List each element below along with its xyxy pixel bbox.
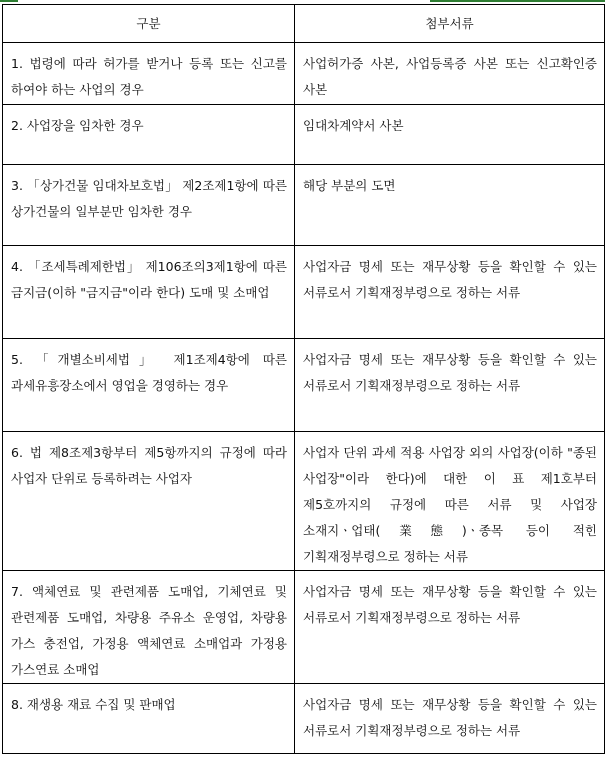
row-documents: 사업자금 명세 또는 재무상황 등을 확인할 수 있는 서류로서 기획재정부령으로 정하는 서류 (295, 246, 605, 339)
row-documents: 사업허가증 사본, 사업등록증 사본 또는 신고확인증 사본 (295, 43, 605, 105)
table-row (3, 432, 605, 571)
row-documents: 사업자금 명세 또는 재무상황 등을 확인할 수 있는 서류로서 기획재정부령으로 정하는 서류 (295, 571, 605, 684)
row-documents: 사업자금 명세 또는 재무상황 등을 확인할 수 있는 서류로서 기획재정부령으로 정하는 서류 (295, 339, 605, 432)
table-row (3, 684, 605, 754)
row-category: 7. 액체연료 및 관련제품 도매업, 기체연료 및 관련제품 도매업, 차량용 주유소 운영업, 차량용 가스 충전업, 가정용 액체연료 소매업과 가정용 가스연료 소매업 (3, 571, 295, 684)
table-row (3, 246, 605, 339)
table-row (3, 105, 605, 165)
top-accent-line-right (430, 0, 605, 2)
row-category: 2. 사업장을 임차한 경우 (3, 105, 295, 165)
row-documents: 임대차계약서 사본 (295, 105, 605, 165)
header-documents: 첨부서류 (295, 5, 605, 43)
row-category: 5. 「개별소비세법」 제1조제4항에 따른 과세유흥장소에서 영업을 경영하는 경우 (3, 339, 295, 432)
table-row (3, 571, 605, 684)
row-category: 4. 「조세특례제한법」 제106조의3제1항에 따른 금지금(이하 "금지금"이라 한다) 도매 및 소매업 (3, 246, 295, 339)
top-accent-line-left (0, 0, 18, 2)
row-documents: 사업자금 명세 또는 재무상황 등을 확인할 수 있는 서류로서 기획재정부령으로 정하는 서류 (295, 684, 605, 754)
header-category: 구분 (3, 5, 295, 43)
table-row (3, 165, 605, 246)
table-row (3, 339, 605, 432)
row-category: 1. 법령에 따라 허가를 받거나 등록 또는 신고를 하여야 하는 사업의 경우 (3, 43, 295, 105)
table-header-row (3, 5, 605, 43)
table-row (3, 43, 605, 105)
row-category: 6. 법 제8조제3항부터 제5항까지의 규정에 따라 사업자 단위로 등록하려는 사업자 (3, 432, 295, 571)
row-documents: 사업자 단위 과세 적용 사업장 외의 사업장(이하 "종된 사업장"이라 한다)에 대한 이 표 제1호부터 제5호까지의 규정에 따른 서류 및 사업장 소재지ㆍ업태(業態)ㆍ종목 등이 적힌 기획재정부령으로 정하는 서류 (295, 432, 605, 571)
row-category: 8. 재생용 재료 수집 및 판매업 (3, 684, 295, 754)
row-category: 3. 「상가건물 임대차보호법」 제2조제1항에 따른 상가건물의 일부분만 임차한 경우 (3, 165, 295, 246)
attachment-documents-table (2, 4, 605, 754)
row-documents: 해당 부분의 도면 (295, 165, 605, 246)
